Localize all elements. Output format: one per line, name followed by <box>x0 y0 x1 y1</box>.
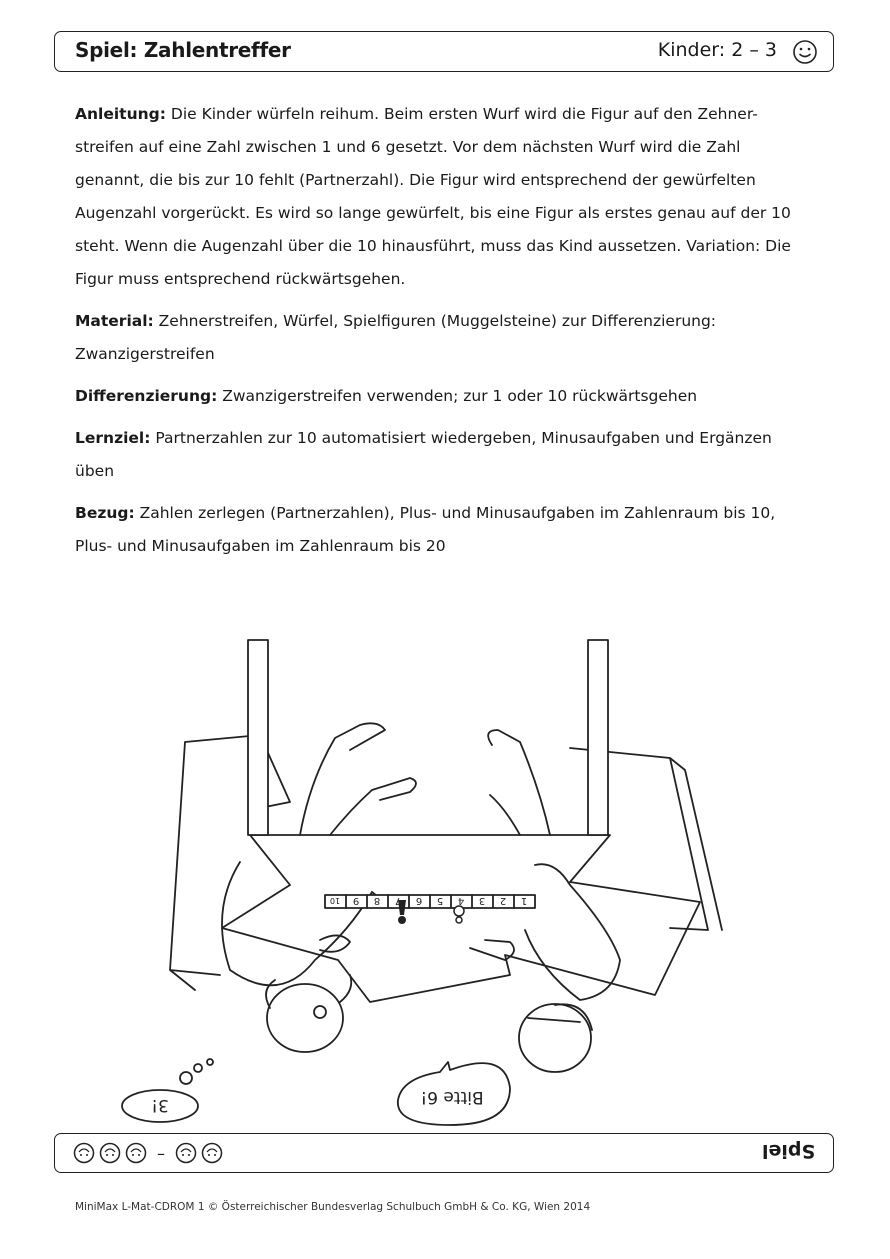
speech-left-text: 3! <box>151 1095 169 1115</box>
strip-number: 8 <box>373 895 381 906</box>
title-box <box>54 31 834 72</box>
page-title: Spiel: Zahlentreffer <box>75 38 291 62</box>
footer-copyright: MiniMax L-Mat-CDROM 1 © Österreichischer Bundesverlag Schulbuch GmbH & Co. KG, Wien 2014 <box>75 1201 591 1213</box>
strip-number: 5 <box>436 895 444 906</box>
kid-right-legs <box>488 730 550 835</box>
strip-number: 7 <box>394 895 402 906</box>
smiley-icon <box>792 39 818 65</box>
section-text: Zwanzigerstreifen verwenden; zur 1 oder 10 rückwärtsgehen <box>217 387 698 405</box>
section-differenzierung <box>75 380 805 413</box>
section-material <box>75 305 805 371</box>
strip-number: 6 <box>415 895 423 906</box>
strip-number: 3 <box>478 895 486 906</box>
face-icon <box>99 1142 121 1164</box>
table-leg-left <box>248 640 268 835</box>
section-lernziel <box>75 422 805 488</box>
strip-number: 10 <box>329 896 341 905</box>
section-label: Lernziel: <box>75 429 151 447</box>
section-text: Zahlen zerlegen (Partnerzahlen), Plus- und Minusaufgaben im Zahlenraum bis 10, Plus- und Minusaufgaben im Zahlenraum bis 20 <box>75 504 776 555</box>
table-leg-right <box>588 640 608 835</box>
face-icon <box>73 1142 95 1164</box>
speech-right-text: Bitte 6! <box>420 1087 484 1107</box>
difficulty-faces <box>73 1142 223 1164</box>
kid-right-head <box>519 1004 591 1072</box>
face-icon <box>125 1142 147 1164</box>
strip-number: 1 <box>520 895 528 906</box>
strip-number: 9 <box>352 895 360 906</box>
strip-number: 4 <box>457 895 465 906</box>
section-text: Partnerzahlen zur 10 automatisiert wiedergeben, Minusaufgaben und Ergänzen üben <box>75 429 772 480</box>
section-bezug <box>75 497 805 563</box>
section-label: Anleitung: <box>75 105 166 123</box>
children-count: Kinder: 2 – 3 <box>657 39 777 61</box>
section-label: Bezug: <box>75 504 135 522</box>
kid-left <box>222 862 392 985</box>
kid-left-head <box>267 984 343 1052</box>
kid-left-legs <box>300 723 416 835</box>
face-icon <box>201 1142 223 1164</box>
strip-number: 2 <box>499 895 507 906</box>
instructions <box>75 98 805 572</box>
bottom-box <box>54 1133 834 1173</box>
section-anleitung <box>75 98 805 296</box>
category-label: Spiel <box>761 1140 815 1162</box>
faces-separator: – <box>157 1143 165 1163</box>
section-label: Differenzierung: <box>75 387 218 405</box>
game-illustration <box>110 630 790 1130</box>
section-text: Die Kinder würfeln reihum. Beim ersten Wurf wird die Figur auf den Zehner-streifen auf eine Zahl zwischen 1 und 6 gesetzt. Vor dem nächsten Wurf wird die Zahl genannt, die bis zur 10 fehlt (Partnerzahl). Die Figur wird entsprechend der gewürfelten Augenzahl vorgerückt. Es wird so lange gewürfelt, bis eine Figur als erstes genau auf der 10 steht. Wenn die Augenzahl über die 10 hinausführt, muss das Kind aussetzen. Variation: Die Figur muss entsprechend rückwärtsgehen. <box>75 105 791 288</box>
section-label: Material: <box>75 312 154 330</box>
face-icon <box>175 1142 197 1164</box>
section-text: Zehnerstreifen, Würfel, Spielfiguren (Muggelsteine) zur Differenzierung: Zwanzigerstreifen <box>75 312 717 363</box>
